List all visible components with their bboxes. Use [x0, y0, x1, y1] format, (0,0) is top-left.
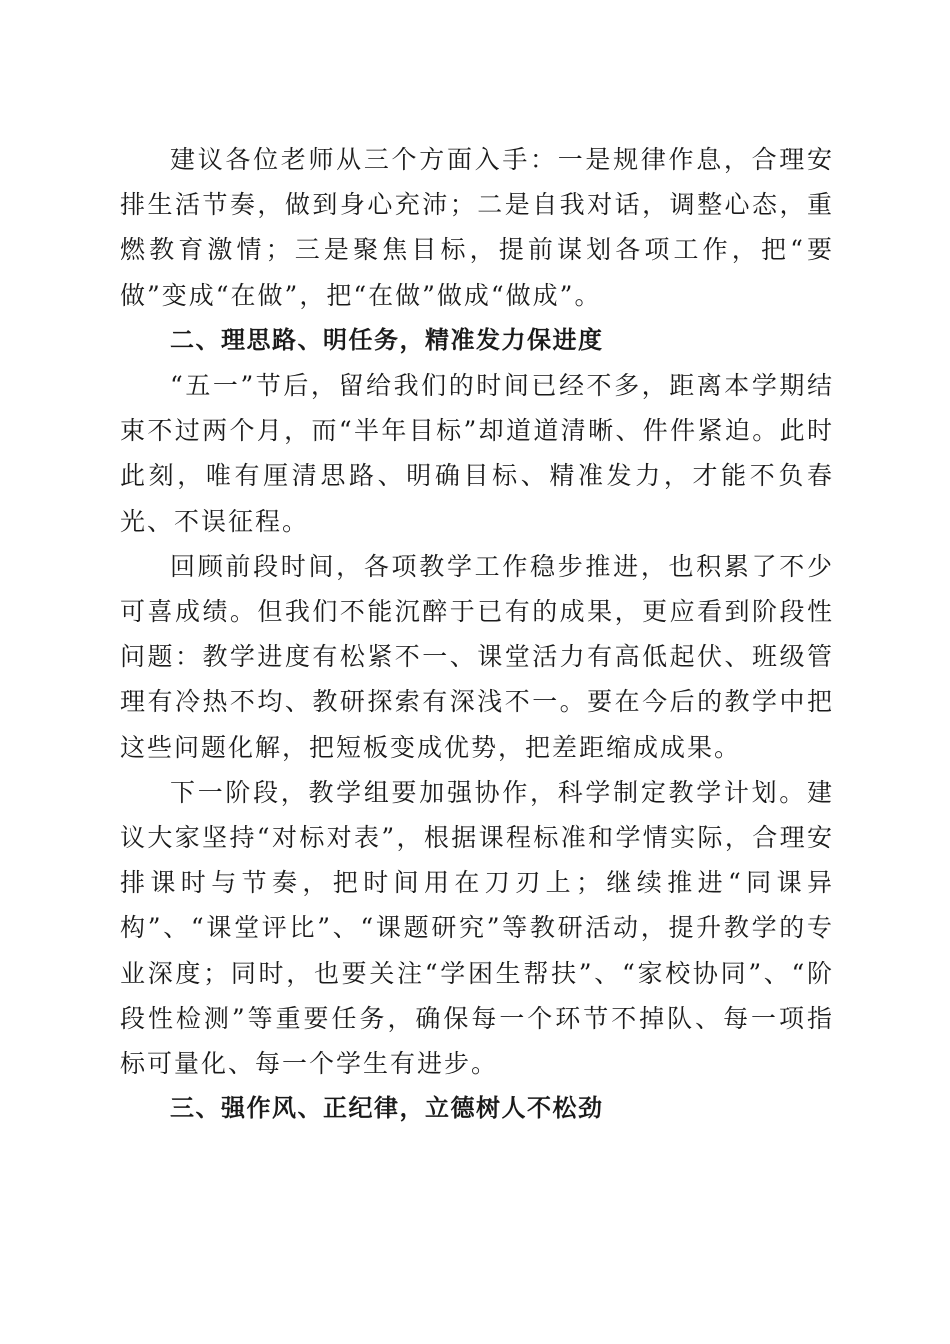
section-heading-two: 二、理思路、明任务，精准发力保进度 [170, 325, 604, 354]
paragraph-suggestions: 建议各位老师从三个方面入手：一是规律作息，合理安排生活节奏，做到身心充沛；二是自我对话，调整心态，重燃教育激情；三是聚焦目标，提前谋划各项工作，把“要做”变成“在做”，把“在做”做成“做成”。 [120, 145, 834, 310]
paragraph-after-may-day: “五一”节后，留给我们的时间已经不多，距离本学期结束不过两个月，而“半年目标”却道道清晰、件件紧迫。此时此刻，唯有厘清思路、明确目标、精准发力，才能不负春光、不误征程。 [120, 371, 834, 536]
paragraph-next-stage: 下一阶段，教学组要加强协作，科学制定教学计划。建议大家坚持“对标对表”，根据课程标准和学情实际，合理安排课时与节奏，把时间用在刀刃上；继续推进“同课异构”、“课堂评比”、“课题研究”等教研活动，提升教学的专业深度；同时，也要关注“学困生帮扶”、“家校协同”、“阶段性检测”等重要任务，确保每一个环节不掉队、每一项指标可量化、每一个学生有进步。 [120, 777, 834, 1079]
document-page [120, 137, 834, 1131]
paragraph-review: 回顾前段时间，各项教学工作稳步推进，也积累了不少可喜成绩。但我们不能沉醉于已有的成果，更应看到阶段性问题：教学进度有松紧不一、课堂活力有高低起伏、班级管理有冷热不均、教研探索有深浅不一。要在今后的教学中把这些问题化解，把短板变成优势，把差距缩成成果。 [120, 551, 834, 762]
section-heading-three: 三、强作风、正纪律，立德树人不松劲 [170, 1094, 604, 1123]
